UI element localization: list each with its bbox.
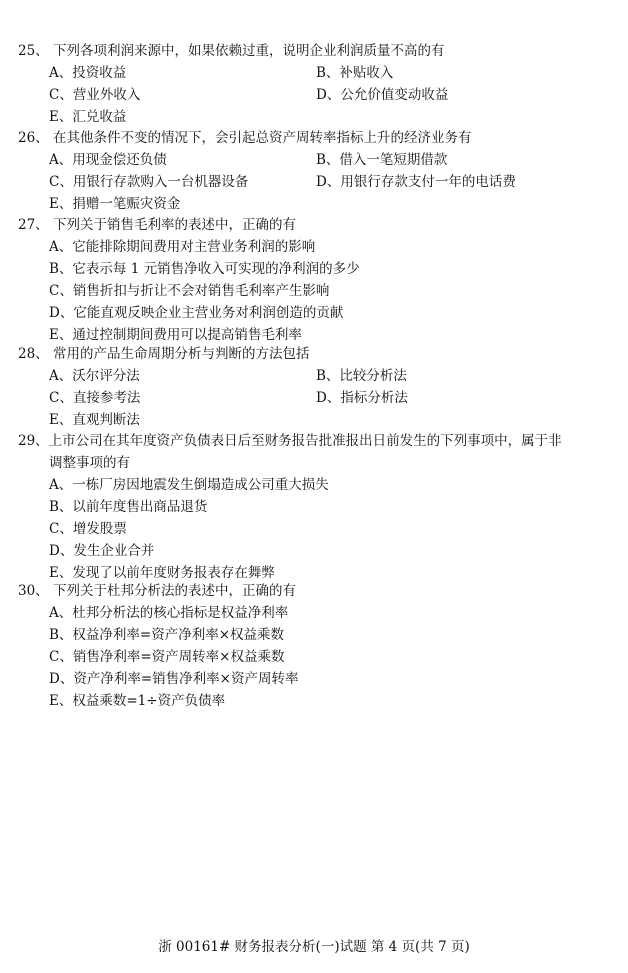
question-stem-continued: 调整事项的有 [49, 455, 130, 471]
option-d: D、资产净利率=销售净利率×资产周转率 [49, 671, 299, 687]
question-stem: 25、 下列各项利润来源中，如果依赖过重，说明企业利润质量不高的有 [18, 43, 445, 59]
option-e: E、发现了以前年度财务报表存在舞弊 [49, 565, 275, 581]
option-e: E、通过控制期间费用可以提高销售毛利率 [49, 327, 302, 343]
option-c: C、直接参考法 [49, 390, 141, 406]
option-b: B、权益净利率=资产净利率×权益乘数 [49, 627, 285, 643]
option-d: D、发生企业合并 [49, 543, 155, 559]
option-a: A、一栋厂房因地震发生倒塌造成公司重大损失 [49, 477, 329, 493]
option-d: D、用银行存款支付一年的电话费 [316, 174, 516, 190]
option-b: B、借入一笔短期借款 [316, 152, 448, 168]
option-d: D、指标分析法 [316, 390, 408, 406]
question-stem: 27、 下列关于销售毛利率的表述中，正确的有 [18, 217, 296, 233]
option-a: A、它能排除期间费用对主营业务利润的影响 [49, 239, 316, 255]
question-stem: 26、 在其他条件不变的情况下，会引起总资产周转率指标上升的经济业务有 [18, 130, 472, 146]
option-a: A、投资收益 [49, 65, 127, 81]
option-b: B、比较分析法 [316, 368, 407, 384]
option-e: E、权益乘数=1÷资产负债率 [49, 693, 226, 709]
option-c: C、营业外收入 [49, 87, 141, 103]
option-b: B、补贴收入 [316, 65, 394, 81]
option-b: B、它表示每 1 元销售净收入可实现的净利润的多少 [49, 261, 360, 277]
question-stem: 29、上市公司在其年度资产负债表日后至财务报告批准报出日前发生的下列事项中，属于非 [18, 433, 562, 449]
page-footer: 浙 00161# 财务报表分析(一)试题 第 4 页(共 7 页) [158, 939, 470, 955]
option-d: D、公允价值变动收益 [316, 87, 449, 103]
option-e: E、捐赠一笔赈灾资金 [49, 196, 181, 212]
option-c: C、销售净利率=资产周转率×权益乘数 [49, 649, 285, 665]
question-stem: 30、 下列关于杜邦分析法的表述中，正确的有 [18, 583, 296, 599]
question-stem: 28、 常用的产品生命周期分析与判断的方法包括 [18, 346, 310, 362]
option-b: B、以前年度售出商品退货 [49, 499, 208, 515]
option-c: C、增发股票 [49, 521, 127, 537]
option-a: A、用现金偿还负债 [49, 152, 167, 168]
option-a: A、沃尔评分法 [49, 368, 140, 384]
option-a: A、杜邦分析法的核心指标是权益净利率 [49, 605, 289, 621]
option-c: C、销售折扣与折让不会对销售毛利率产生影响 [49, 283, 330, 299]
option-d: D、它能直观反映企业主营业务对利润创造的贡献 [49, 305, 344, 321]
option-e: E、汇兑收益 [49, 109, 127, 125]
option-c: C、用银行存款购入一台机器设备 [49, 174, 249, 190]
option-e: E、直观判断法 [49, 412, 140, 428]
